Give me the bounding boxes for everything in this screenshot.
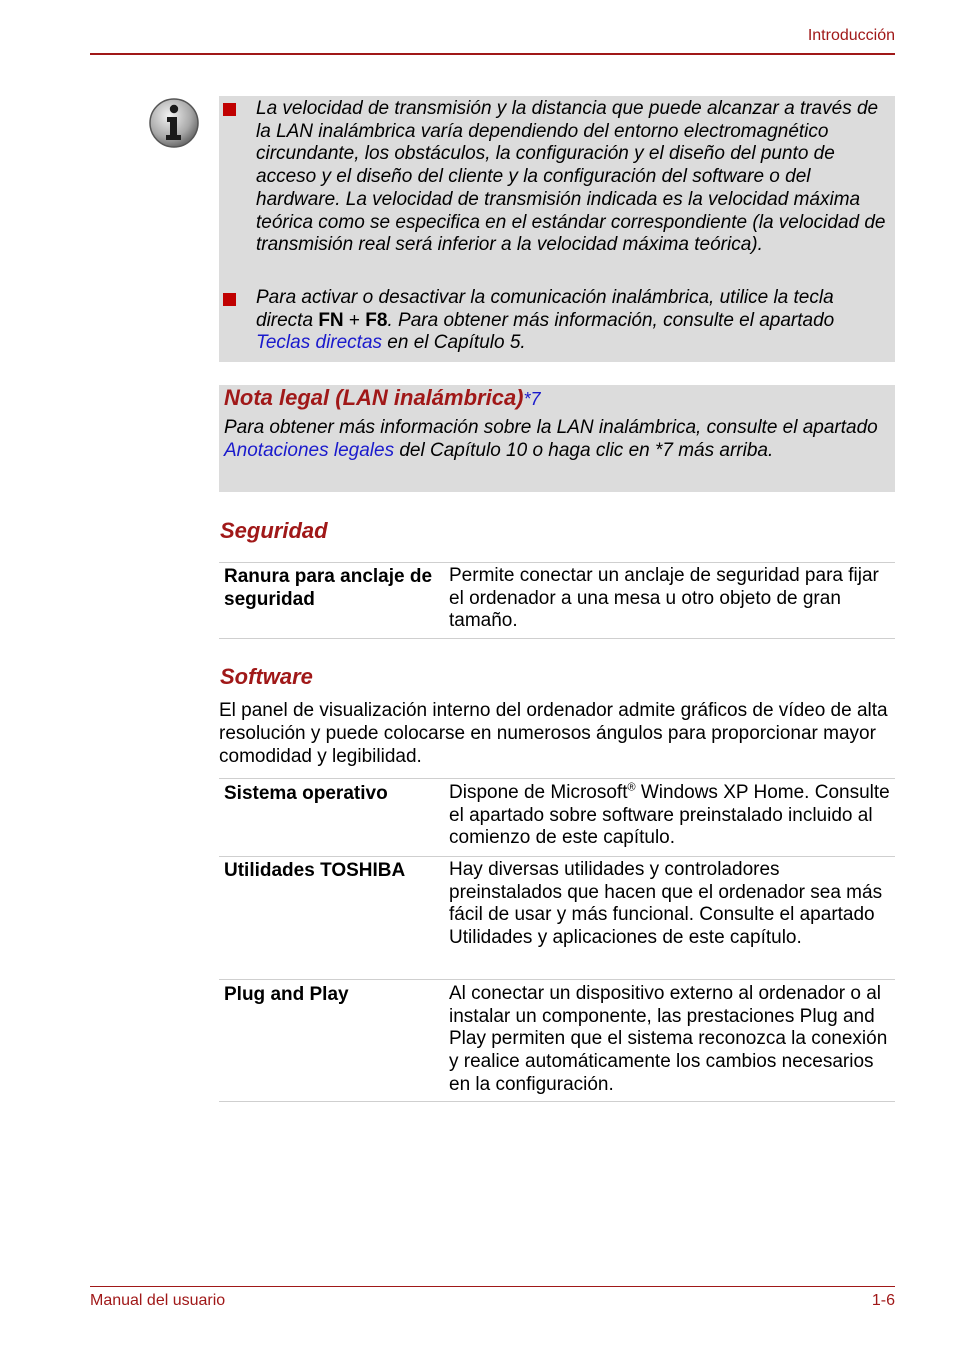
footer-manual-label: Manual del usuario — [90, 1292, 226, 1309]
note-text-segment: Para activar o desactivar la comunicación inalámbrica, utilice la tecla directa — [256, 287, 834, 331]
table-row — [219, 562, 895, 639]
key-fn: FN — [318, 309, 344, 331]
security-table — [219, 562, 895, 639]
note-bullet-toggle — [256, 287, 890, 355]
software-intro: El panel de visualización interno del ordenador admite gráficos de vídeo de alta resolución y puede colocarse en numerosos ángulos para proporcionar mayor comodidad y legibilidad. — [219, 700, 888, 767]
legal-note-title — [224, 385, 541, 411]
software-title: Software — [220, 664, 313, 689]
registered-mark: ® — [627, 781, 636, 794]
legal-text-segment: del Capítulo 10 o haga clic en *7 más arriba. — [394, 440, 774, 461]
row-label: Ranura para anclaje de seguridad — [224, 566, 433, 610]
wireless-note-box — [219, 96, 895, 362]
row-label: Plug and Play — [224, 984, 349, 1005]
hotkeys-link[interactable]: Teclas directas — [256, 332, 383, 354]
key-f8: F8 — [365, 309, 388, 331]
note-plus: + — [343, 309, 366, 331]
note-text-segment: en el Capítulo 5. — [382, 332, 526, 354]
bullet-marker — [223, 293, 236, 306]
footer-page-number: 1-6 — [871, 1292, 895, 1309]
legal-note-box — [219, 385, 895, 492]
row-label: Utilidades TOSHIBA — [224, 860, 406, 881]
legal-note-text — [224, 416, 884, 462]
row-description: Permite conectar un anclaje de seguridad para fijar el ordenador a una mesa u otro objeto de gran tamaño. — [449, 565, 879, 632]
legal-note-ref-link[interactable]: *7 — [523, 389, 541, 409]
row-description: Al conectar un dispositivo externo al ordenador o al instalar un componente, las prestaciones Plug and Play permiten que el sistema reconozca la conexión y realice automáticamente los cambios necesarios en la configuración. — [449, 983, 888, 1095]
note-bullet-speed: La velocidad de transmisión y la distancia que puede alcanzar a través de la LAN inalámbrica varía dependiendo del entorno electromagnético circundante, los obstáculos, la configuración y el diseño del punto de acceso y el diseño del cliente y la configuración del software o del hardware. La velocidad de transmisión indicada es la velocidad máxima teórica como se especifica en el estándar correspondiente (la velocidad de transmisión real será inferior a la velocidad máxima teórica). — [256, 98, 886, 256]
legal-annotations-link[interactable]: Anotaciones legales — [224, 440, 395, 461]
table-row — [219, 778, 895, 856]
information-icon — [148, 97, 200, 149]
row-text-segment: Dispone de Microsoft — [449, 782, 628, 803]
bullet-marker — [223, 103, 236, 116]
legal-note-heading: Nota legal (LAN inalámbrica) — [224, 385, 524, 410]
header-rule — [90, 53, 895, 55]
table-row — [219, 979, 895, 1102]
software-table — [219, 778, 895, 1102]
legal-text-segment: Para obtener más información sobre la LAN inalámbrica, consulte el apartado — [224, 417, 878, 438]
note-text-segment: . Para obtener más información, consulte el apartado — [387, 309, 835, 331]
security-title: Seguridad — [220, 518, 328, 543]
header-section-title: Introducción — [807, 27, 895, 44]
row-text-segment: Windows XP Home. Consulte el apartado sobre software preinstalado incluido al comienzo de este capítulo. — [449, 782, 890, 849]
row-label: Sistema operativo — [224, 783, 388, 804]
footer-rule — [90, 1286, 895, 1287]
row-description: Hay diversas utilidades y controladores preinstalados que hacen que el ordenador sea más fácil de usar y más funcional. Consulte el apartado Utilidades y aplicaciones de este capítulo. — [449, 859, 883, 949]
row-description — [449, 782, 893, 850]
table-row — [219, 856, 895, 979]
